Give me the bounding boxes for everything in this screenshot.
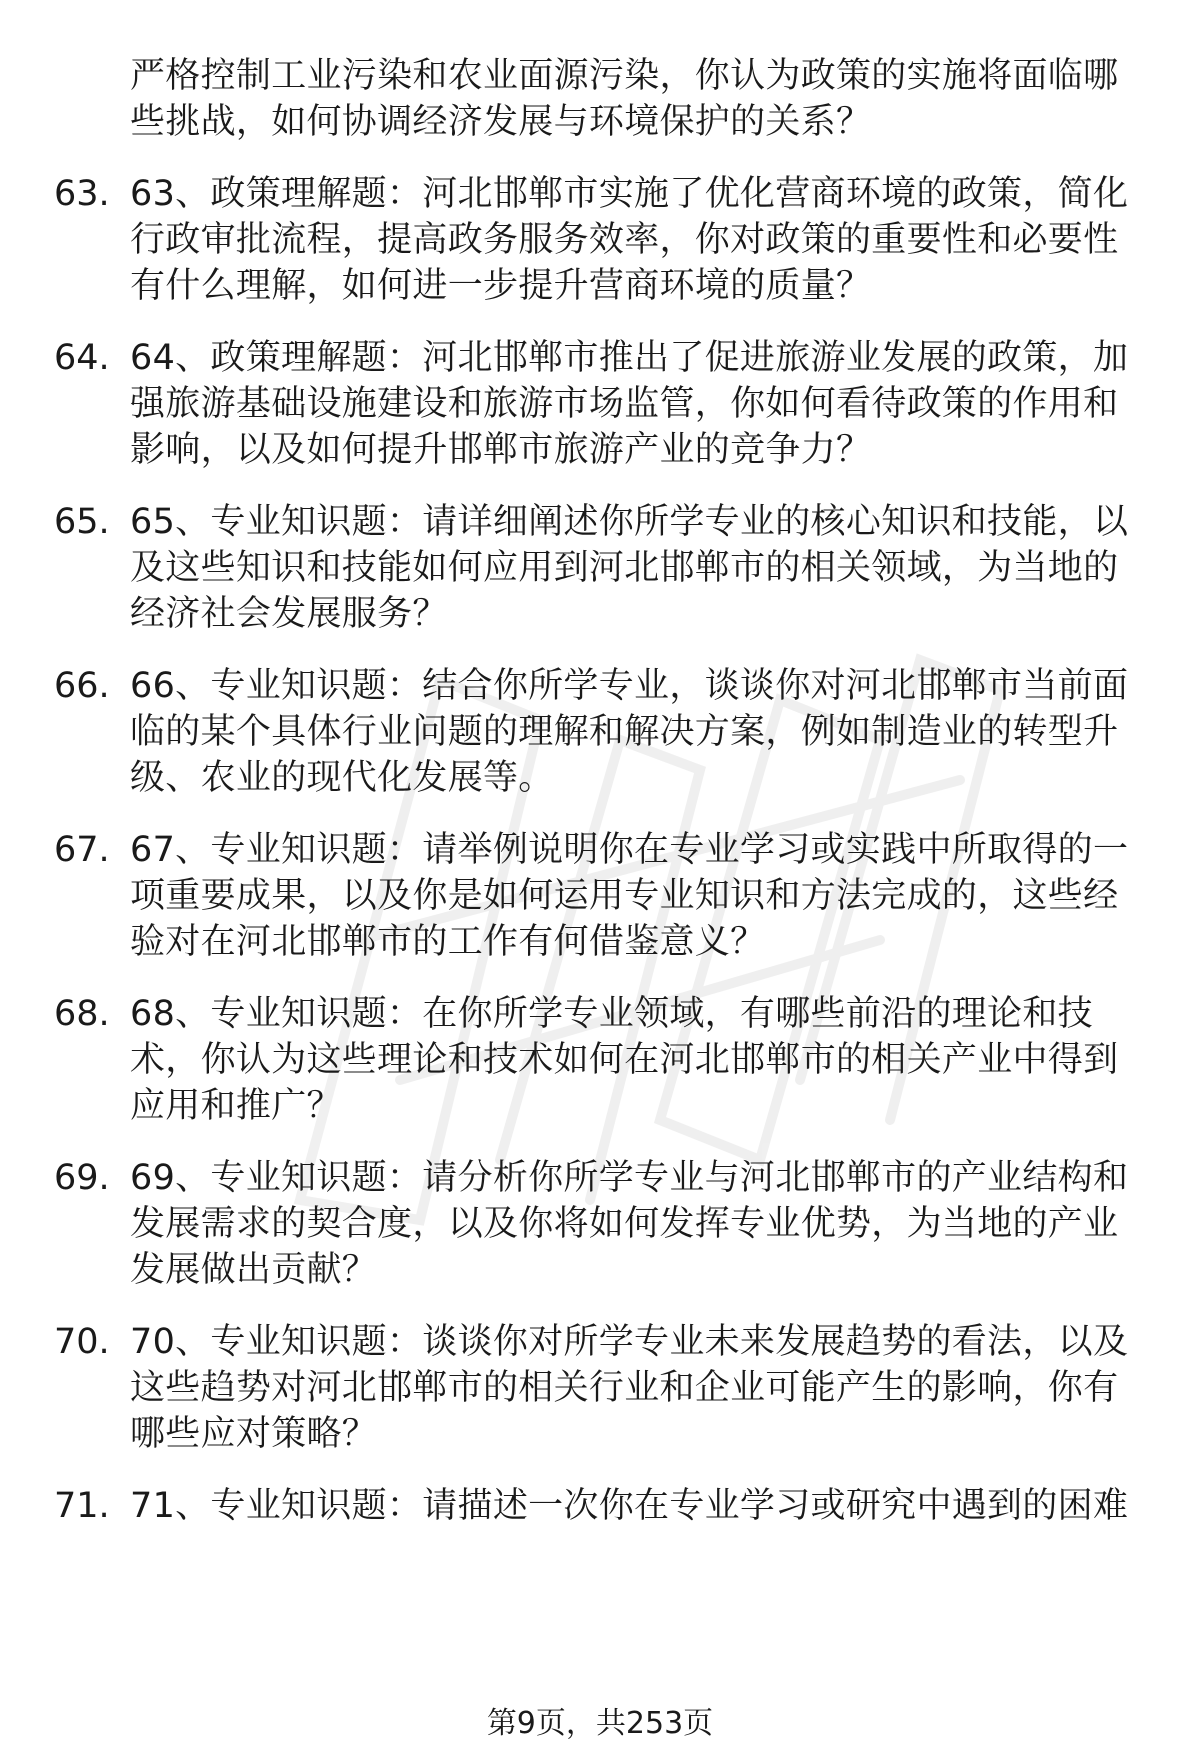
question-line: 发展需求的契合度，以及你将如何发挥专业优势，为当地的产业 — [130, 1204, 1119, 1244]
question-number: 65. — [54, 502, 110, 542]
question-number: 68. — [54, 994, 110, 1034]
question-number: 69. — [54, 1158, 110, 1198]
question-line: 63、政策理解题：河北邯郸市实施了优化营商环境的政策，简化 — [130, 174, 1129, 214]
question-line: 68、专业知识题：在你所学专业领域，有哪些前沿的理论和技 — [130, 994, 1093, 1034]
question-number: 63. — [54, 174, 110, 214]
question-line: 66、专业知识题：结合你所学专业，谈谈你对河北邯郸市当前面 — [130, 666, 1129, 706]
question-line: 发展做出贡献？ — [130, 1250, 378, 1290]
question-line: 验对在河北邯郸市的工作有何借鉴意义？ — [130, 922, 766, 962]
question-line: 65、专业知识题：请详细阐述你所学专业的核心知识和技能，以 — [130, 502, 1129, 542]
question-number: 70. — [54, 1322, 110, 1362]
question-number: 66. — [54, 666, 110, 706]
question-line: 69、专业知识题：请分析你所学专业与河北邯郸市的产业结构和 — [130, 1158, 1129, 1198]
question-line: 术，你认为这些理论和技术如何在河北邯郸市的相关产业中得到 — [130, 1040, 1119, 1080]
continuation-line-1: 严格控制工业污染和农业面源污染，你认为政策的实施将面临哪 — [130, 56, 1119, 96]
continuation-line-2: 些挑战，如何协调经济发展与环境保护的关系？ — [130, 102, 872, 142]
question-line: 经济社会发展服务？ — [130, 594, 448, 634]
question-line: 行政审批流程，提高政务服务效率，你对政策的重要性和必要性 — [130, 220, 1119, 260]
question-number: 64. — [54, 338, 110, 378]
question-number: 67. — [54, 830, 110, 870]
question-line: 67、专业知识题：请举例说明你在专业学习或实践中所取得的一 — [130, 830, 1129, 870]
question-line: 项重要成果，以及你是如何运用专业知识和方法完成的，这些经 — [130, 876, 1119, 916]
question-line: 应用和推广？ — [130, 1086, 342, 1126]
question-line: 哪些应对策略？ — [130, 1414, 378, 1454]
question-line: 64、政策理解题：河北邯郸市推出了促进旅游业发展的政策，加 — [130, 338, 1129, 378]
question-line: 71、专业知识题：请描述一次你在专业学习或研究中遇到的困难 — [130, 1486, 1129, 1526]
question-number: 71. — [54, 1486, 110, 1526]
question-line: 这些趋势对河北邯郸市的相关行业和企业可能产生的影响，你有 — [130, 1368, 1119, 1408]
question-line: 70、专业知识题：谈谈你对所学专业未来发展趋势的看法，以及 — [130, 1322, 1129, 1362]
question-line: 临的某个具体行业问题的理解和解决方案，例如制造业的转型升 — [130, 712, 1119, 752]
question-line: 有什么理解，如何进一步提升营商环境的质量？ — [130, 266, 872, 306]
page-footer: 第9页，共253页 — [486, 1706, 714, 1741]
question-line: 影响，以及如何提升邯郸市旅游产业的竞争力？ — [130, 430, 872, 470]
question-line: 级、农业的现代化发展等。 — [130, 758, 554, 798]
question-line: 强旅游基础设施建设和旅游市场监管，你如何看待政策的作用和 — [130, 384, 1119, 424]
question-line: 及这些知识和技能如何应用到河北邯郸市的相关领域，为当地的 — [130, 548, 1119, 588]
